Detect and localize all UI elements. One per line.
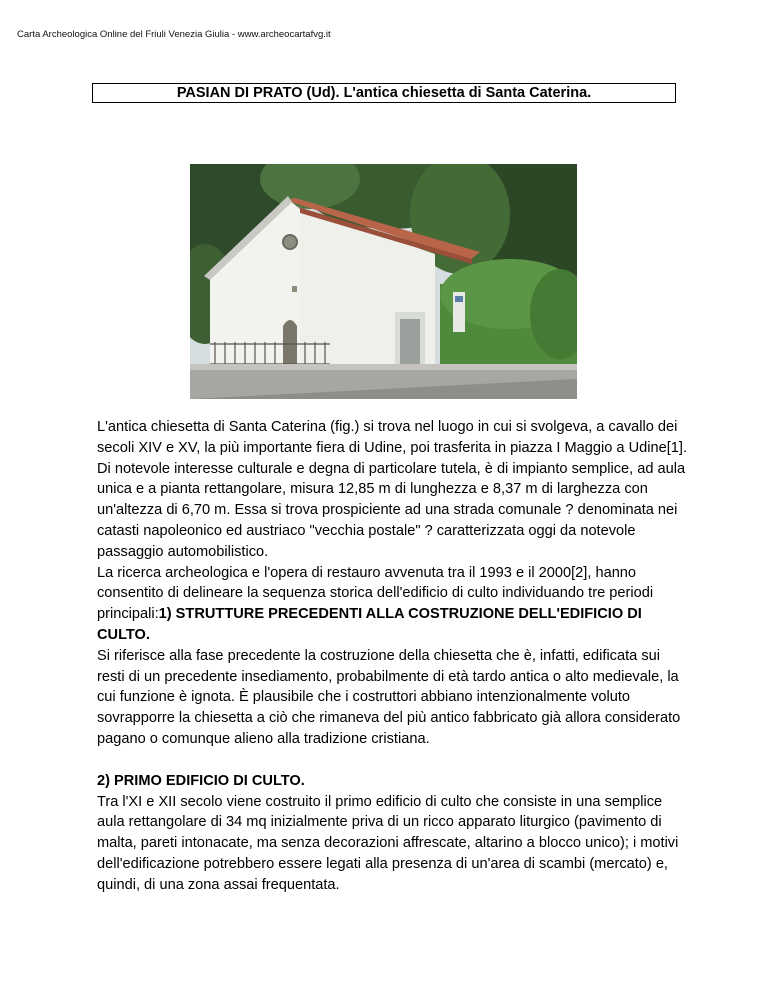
section-1-heading: 1) STRUTTURE PRECEDENTI ALLA COSTRUZIONE DELL'EDIFICIO DI CULTO. — [97, 606, 642, 643]
section-2-heading-line — [97, 771, 687, 792]
section-2-text: Tra l'XI e XII secolo viene costruito il primo edificio di culto che consiste in una semplice aula rettangolare di 34 mq inizialmente priva di un ricco apparato liturgico (pavimento di malta, pareti intonacate, ma senza decorazioni affrescate, altarino a blocco unico); i motivi dell'edificazione potrebbero essere legati alla presenza di un'area di scambi (mercato) e, quindi, di una zona assai frequentata. — [97, 793, 679, 893]
section-2-heading: 2) PRIMO EDIFICIO DI CULTO. — [97, 772, 305, 789]
paragraph-intro: L'antica chiesetta di Santa Caterina (fig.) si trova nel luogo in cui si svolgeva, a cavallo dei secoli XIV e XV, la più importante fiera di Udine, poi trasferita in piazza I Maggio a Udine[1]. Di notevole interesse culturale e degna di particolare tutela, è di impianto semplice, ad aula unica e a pianta rettangolare, misura 12,85 m di lunghezza e 8,37 m di larghezza con un'altezza di 6,70 m. Essa si trova prospiciente ad una strada comunale ? denominata nei catasti napoleonico ed austriaco "vecchia postale" ? caratterizzata oggi da notevole passaggio automobilistico. — [97, 419, 688, 560]
paragraph-spacer — [97, 750, 687, 771]
section-1-text: Si riferisce alla fase precedente la costruzione della chiesetta che è, infatti, edificata sui resti di un precedente insediamento, probabilmente di età tardo antica o alto medievale, la cui funzione è ignota. È plausibile che i costruttori abbiano intenzionalmente voluto sovrapporre la chiesetta a ciò che rimaneva del più antico fabbricato già allora considerato pagano o comunque alieno alla tradizione cristiana. — [97, 647, 681, 747]
article-body — [97, 417, 687, 896]
research-intro-text: La ricerca archeologica e l'opera di restauro avvenuta tra il 1993 e il 2000[2], hanno consentito di delineare la sequenza storica dell'edificio di culto individuando tre periodi principali: — [97, 564, 654, 623]
running-header: Carta Archeologica Online del Friuli Venezia Giulia - www.archeocartafvg.it — [17, 29, 331, 40]
church-photo — [190, 164, 577, 399]
document-title: PASIAN DI PRATO (Ud). L'antica chiesetta di Santa Caterina. — [92, 83, 676, 103]
paragraph-research — [97, 563, 687, 646]
